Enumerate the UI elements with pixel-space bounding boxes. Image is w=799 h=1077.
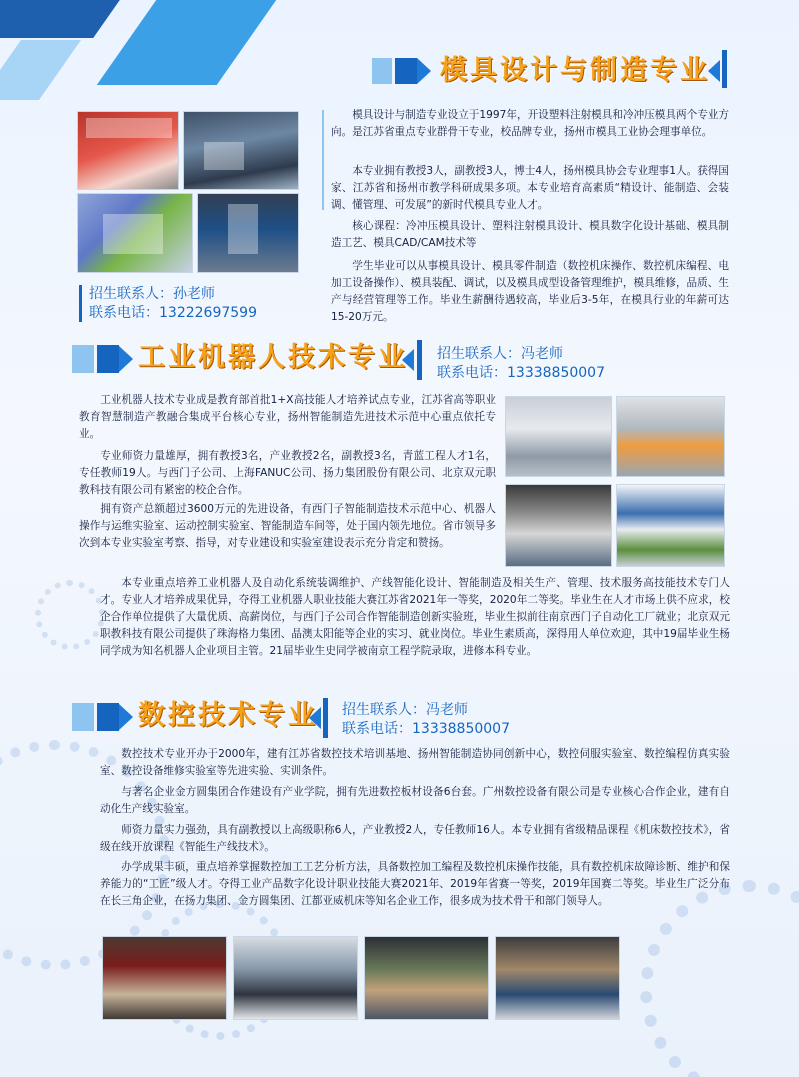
- mold-header-tail-bar: [722, 50, 727, 88]
- cnc-photo-machining: [364, 936, 489, 1020]
- robot-section-title: 工业机器人技术专业: [138, 342, 408, 373]
- mold-text-rule: [322, 110, 324, 210]
- robot-photo-demo-center: [616, 484, 725, 567]
- cnc-paragraph-4: 办学成果丰硕，重点培养掌握数控加工工艺分析方法，具备数控加工编程及数控机床操作技能，具有数控机床故障诊断、维护和保养能力的“工匠”级人才。夺得工业产品数字化设计职业技能大赛2021年、2019年省赛一等奖，2019年国赛二等奖。毕业生广泛分布在长三角企业，在扬力集团、金方圆集团、江都亚威机床等知名企业工作，很多成为技术骨干和部门领导人。: [100, 861, 730, 907]
- robot-paragraph-3: 拥有资产总额超过3600万元的先进设备，有西门子智能制造技术示范中心、机器人操作与运维实验室、运动控制实验室、智能制造车间等，处于国内领先地位。省市领导多次到本专业实验室考察、指导，对专业建设和实验室建设表示充分肯定和赞扬。: [79, 503, 496, 549]
- mold-photo-3d-model: [77, 193, 193, 273]
- mold-photo-student: [197, 193, 299, 273]
- robot-paragraph-2: 专业师资力量雄厚，拥有教授3名，产业教授2名，副教授3名，青蓝工程人才1名，专任教师19人。与西门子公司、上海FANUC公司、扬力集团股份有限公司、北京双元职教科技有限公司有紧密的校企合作。: [79, 450, 496, 496]
- robot-photo-workshop: [505, 396, 612, 477]
- cnc-paragraph-3: 师资力量实力强劲，具有副教授以上高级职称6人，产业教授2人，专任教师16人。本专业拥有省级精品课程《机床数控技术》，省级在线开放课程《智能生产线技术》。: [100, 824, 730, 853]
- mold-paragraph-4: 学生毕业可以从事模具设计、模具零件制造（数控机床操作、数控机床编程、电加工设备操作）、模具装配、调试，以及模具成型设备管理维护，模具维修，品质、生产与经营管理等工作。毕业生薪酬待遇较高，毕业后3-5年，在模具行业的年薪可达15-20万元。: [331, 260, 729, 323]
- robot-paragraph-4: 本专业重点培养工业机器人及自动化系统装调维护、产线智能化设计、智能制造及相关生产、管理、技术服务高技能技术专门人才。专业人才培养成果优异，夺得工业机器人职业技能大赛江苏省2021年一等奖，2020年二等奖。毕业生在人才市场上供不应求，校企合作单位提供了大量优质、高薪岗位，与西门子公司合作智能制造创新实验班，毕业生拟前往南京西门子自动化工厂就业；北京双元职教科技有限公司提供了珠海格力集团、晶澳太阳能等企业的实习、就业岗位。毕业生素质高，深得用人单位欢迎，其中19届毕业生杨同学成为知名机器人企业项目主管。21届毕业生史同学被南京工程学院录取，进修本科专业。: [100, 577, 730, 657]
- robot-photo-robot-arm: [505, 484, 612, 567]
- bg-stripe-light: [97, 0, 284, 85]
- cnc-photo-computer-lab: [233, 936, 358, 1020]
- robot-paragraph-1: 工业机器人技术专业成是教育部首批1+X高技能人才培养试点专业，江苏省高等职业教育智慧制造产教融合集成平台核心专业，扬州智能制造先进技术示范中心重点依托专业。: [79, 394, 496, 440]
- bg-gear-small: [35, 580, 105, 650]
- mold-contact-name: 招生联系人：孙老师: [89, 286, 215, 302]
- mold-header-bar-light: [372, 58, 392, 84]
- cnc-header-tail-arrow-icon: [309, 707, 321, 729]
- robot-contact-name: 招生联系人：冯老师: [437, 346, 563, 362]
- mold-paragraph-1: 模具设计与制造专业设立于1997年，开设塑料注射模具和冷冲压模具两个专业方向。是江苏省重点专业群骨干专业，校品牌专业，扬州市模具工业协会理事单位。: [331, 109, 729, 138]
- cnc-header-bar-dark: [97, 703, 119, 731]
- cnc-header-bar-light: [72, 703, 94, 731]
- mold-header-arrow-icon: [417, 58, 431, 84]
- cnc-header-tail-bar: [323, 698, 328, 738]
- robot-header-bar-light: [72, 345, 94, 373]
- mold-section-title: 模具设计与制造专业: [440, 55, 710, 86]
- mold-photo-lab: [183, 111, 299, 190]
- cnc-header-arrow-icon: [119, 704, 133, 730]
- mold-contact-rule: [79, 285, 82, 322]
- robot-header-tail-arrow-icon: [402, 349, 414, 371]
- mold-header-bar-dark: [395, 58, 417, 84]
- robot-photo-production-line: [616, 396, 725, 477]
- bg-stripe-dark: [0, 0, 127, 38]
- robot-contact-phone: 联系电话：13338850007: [437, 365, 605, 381]
- mold-paragraph-2: 本专业拥有教授3人，副教授3人，博士4人，扬州模具协会专业理事1人。获得国家、江苏省和扬州市教学科研成果多项。本专业培育高素质“精设计、能制造、会装调、懂管理、可发展”的新时代模具专业人才。: [331, 165, 729, 211]
- cnc-section-title: 数控技术专业: [138, 700, 318, 731]
- cnc-photo-visit: [495, 936, 620, 1020]
- mold-paragraph-3: 核心课程：冷冲压模具设计、塑料注射模具设计、模具数字化设计基础、模具制造工艺、模具CAD/CAM技术等: [331, 220, 729, 249]
- robot-header-bar-dark: [97, 345, 119, 373]
- cnc-photo-ceremony: [102, 936, 227, 1020]
- robot-header-arrow-icon: [119, 346, 133, 372]
- bg-stripe-pale: [0, 40, 81, 100]
- robot-header-tail-bar: [417, 340, 422, 380]
- mold-header-tail-arrow-icon: [708, 60, 720, 82]
- cnc-paragraph-1: 数控技术专业开办于2000年，建有江苏省数控技术培训基地、扬州智能制造协同创新中心，数控伺服实验室、数控编程仿真实验室、数控设备维修实验室等先进实验、实训条件。: [100, 748, 730, 777]
- cnc-contact-name: 招生联系人：冯老师: [342, 702, 468, 718]
- mold-contact-phone: 联系电话：13222697599: [89, 305, 257, 321]
- cnc-paragraph-2: 与著名企业金方圆集团合作建设有产业学院，拥有先进数控板材设备6台套。广州数控设备有限公司是专业核心合作企业，建有自动化生产线实验室。: [100, 786, 730, 815]
- cnc-contact-phone: 联系电话：13338850007: [342, 721, 510, 737]
- mold-photo-award: [77, 111, 179, 190]
